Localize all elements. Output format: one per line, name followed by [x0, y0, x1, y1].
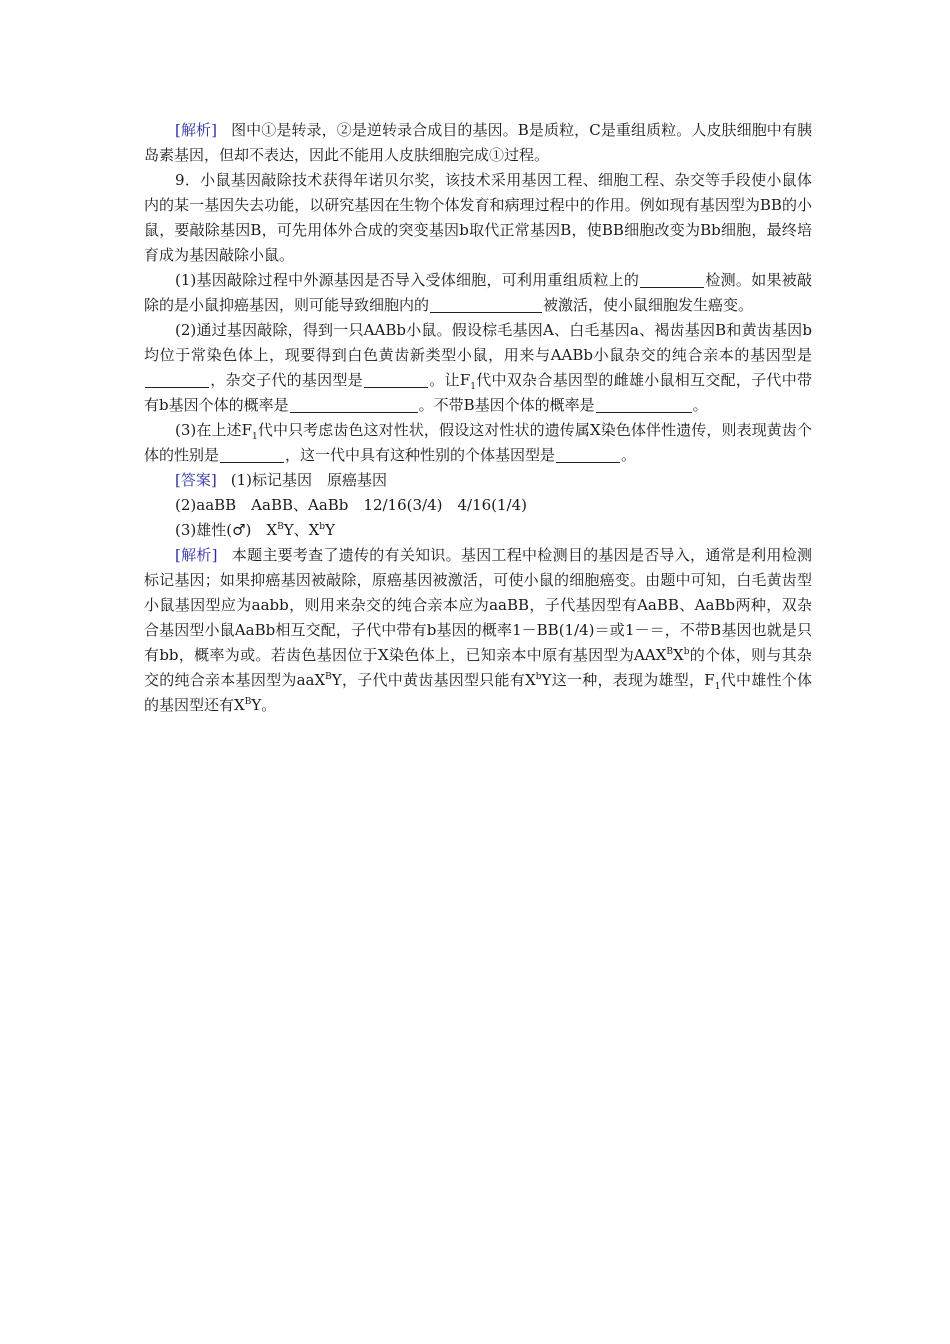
question-text: 代中只考虑齿色这对性状，假设这对性状的遗传属X染色体伴性遗传，则表现黄齿个体的性别是 [144, 421, 813, 464]
answer-line-2: (2)aaBB AaBB、AaBb 12/16(3/4) 4/16(1/4) [175, 496, 528, 514]
answer-blank [364, 372, 428, 388]
analysis-text: 的个体，则与其杂交的纯合亲本基因型为aaX [144, 646, 812, 689]
answer-tag: [答案] [175, 471, 217, 489]
analysis-paragraph-1 [144, 118, 812, 168]
question-9-part-3 [144, 418, 812, 468]
question-text: (2)通过基因敲除，得到一只AABb小鼠。假设棕毛基因A、白毛基因a、褐齿基因B和黄齿基因b均位于常染色体上，现要得到白色黄齿新类型小鼠，用来与AABb小鼠杂交的纯合亲本的基因型是 [144, 321, 812, 364]
question-text: ，杂交子代的基因型是 [210, 371, 363, 389]
superscript: b [535, 672, 542, 682]
question-text: 代中双杂合基因型的雌雄小鼠相互交配，子代中带有b基因个体的概率是 [144, 371, 812, 414]
answer-text: Y、X [283, 521, 320, 539]
question-text: (1)基因敲除过程中外源基因是否导入受体细胞，可利用重组质粒上的 [175, 271, 640, 289]
question-9-part-2 [144, 318, 812, 418]
superscript: b [683, 647, 690, 657]
superscript: B [277, 522, 284, 532]
superscript: B [325, 672, 332, 682]
analysis-text: 本题主要考查了遗传的有关知识。基因工程中检测目的基因是否导入，通常是利用检测标记基因；如果抑癌基因被敲除，原癌基因被激活，可使小鼠的细胞癌变。由题中可知，白毛黄齿型小鼠基因型应为aabb，则用来杂交的纯合亲本应为aaBB，子代基因型有AaBB、AaBb两种，双杂合基因型小鼠AaBb相互交配，子代中带有b基因的概率1－BB(1/4)＝或1－＝，不带B基因也就是只有bb，概率为或。若齿色基因位于X染色体上，已知亲本中原有基因型为AAX [144, 546, 812, 664]
analysis-tag: [解析] [175, 546, 218, 564]
answer-text: Y [325, 521, 335, 539]
question-text: 。 [621, 446, 637, 464]
answer-text: (3)雄性(♂) X [175, 521, 278, 539]
answer-blank [290, 397, 418, 413]
question-9-intro: 9．小鼠基因敲除技术获得年诺贝尔奖，该技术采用基因工程、细胞工程、杂交等手段使小鼠体内的某一基因失去功能，以研究基因在生物个体发育和病理过程中的作用。例如现有基因型为BB的小鼠，要敲除基因B，可先用体外合成的突变基因b取代正常基因B，使BB细胞改变为Bb细胞，最终培育成为基因敲除小鼠。 [144, 171, 812, 264]
question-9-part-1 [144, 268, 812, 318]
answer-blank [640, 272, 704, 288]
answer-blank [596, 397, 692, 413]
answer-blank [556, 447, 620, 463]
answer-line-1 [144, 468, 812, 493]
answer-line-3 [144, 518, 812, 543]
analysis-text: X [673, 646, 684, 664]
subscript: 1 [252, 432, 258, 442]
question-text: 被激活，使小鼠细胞发生癌变。 [543, 296, 754, 314]
document-page [144, 118, 812, 718]
superscript: B [666, 647, 673, 657]
answer-blank [145, 372, 209, 388]
superscript: b [319, 522, 326, 532]
question-text: ，这一代中具有这种性别的个体基因型是 [285, 446, 556, 464]
answer-blank [220, 447, 284, 463]
subscript: 1 [714, 682, 721, 692]
answer-blank [430, 297, 542, 313]
answer-text: (1)标记基因 原癌基因 [230, 471, 387, 489]
analysis-text: Y。 [251, 696, 277, 714]
question-text: (3)在上述F [175, 421, 253, 439]
analysis-tag: [解析] [175, 121, 217, 139]
analysis-text: 代中雄性个体的基因型还有X [144, 671, 812, 714]
analysis-paragraph-2 [144, 543, 812, 718]
analysis-text: Y这一种，表现为雄型，F [541, 671, 715, 689]
analysis-text: Y，子代中黄齿基因型只能有X [331, 671, 536, 689]
question-text: 。让F [429, 371, 471, 389]
question-text: 检测。如果被敲除的是小鼠抑癌基因，则可能导致细胞内的 [144, 271, 812, 314]
analysis-text: 图中①是转录，②是逆转录合成目的基因。B是质粒，C是重组质粒。人皮肤细胞中有胰岛素基因，但却不表达，因此不能用人皮肤细胞完成①过程。 [144, 121, 812, 164]
superscript: B [244, 697, 252, 707]
subscript: 1 [470, 382, 476, 392]
question-text: 。 [692, 396, 708, 414]
question-text: 。不带B基因个体的概率是 [418, 396, 595, 414]
